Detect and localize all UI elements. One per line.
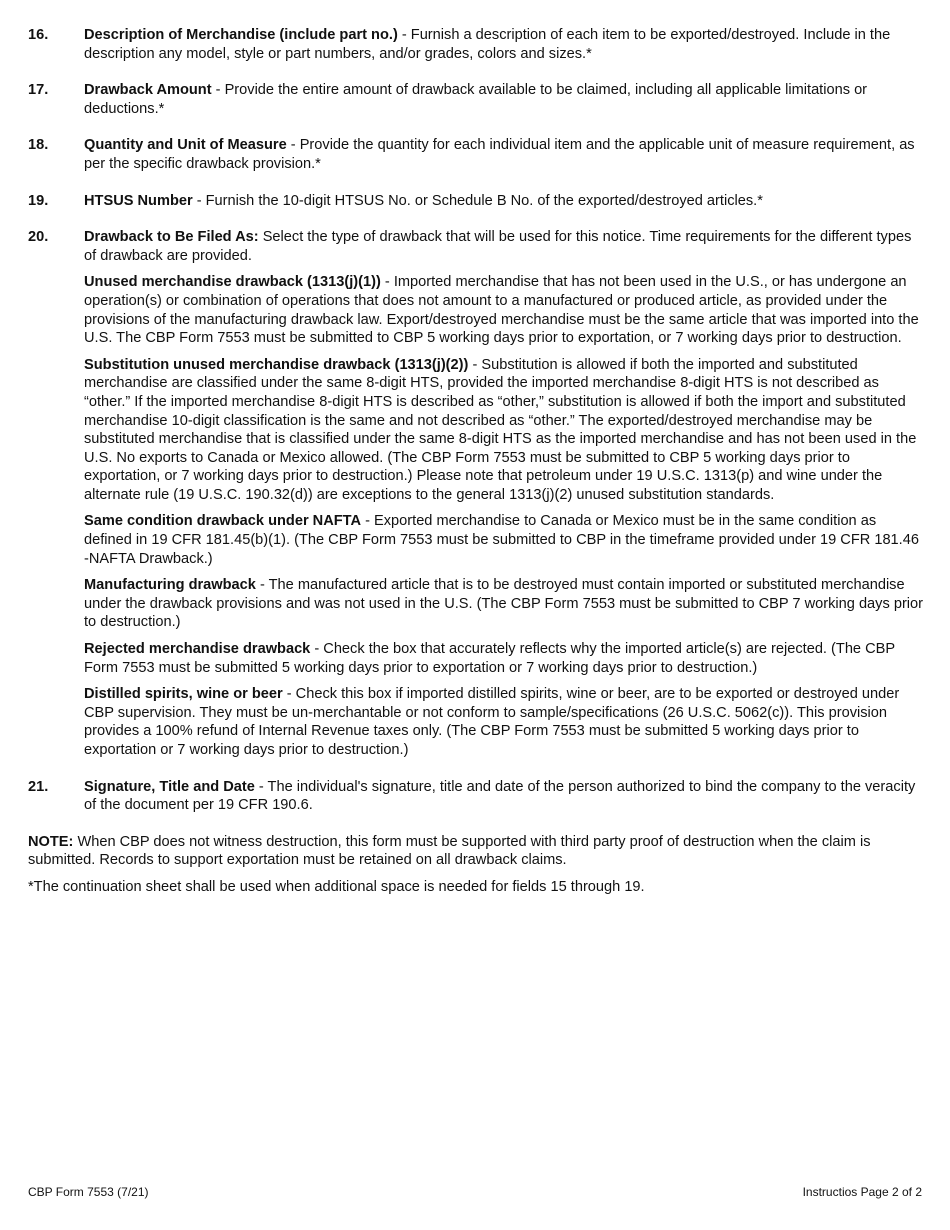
item-21 (28, 778, 924, 815)
drawback-type-text: - Check the box that accurately reflects why the imported article(s) are rejected. (The CBP Form 7553 must be submitted 5 working days prior to exportation or 7 working days prior to destruction.) (84, 641, 895, 676)
drawback-type-text: - Exported merchandise to Canada or Mexico must be in the same condition as defined in 19 CFR 181.45(b)(1). (The CBP Form 7553 must be submitted to CBP in the timeframe provided under 19 CFR 181.46 -NAFTA Drawback.) (84, 513, 919, 567)
item-number: 19. (28, 192, 49, 209)
note-text: When CBP does not witness destruction, this form must be supported with third party proof of destruction when the claim is submitted. Records to support exportation must be retained on all drawback claims. (28, 833, 871, 869)
item-text: Select the type of drawback that will be used for this notice. Time requirements for the different types of drawback are provided. (84, 229, 912, 264)
item-16 (28, 26, 924, 63)
item-title: Signature, Title and Date (84, 778, 255, 795)
drawback-type-title: Distilled spirits, wine or beer (84, 686, 283, 703)
item-content (84, 192, 924, 211)
item-content (84, 228, 924, 759)
drawback-type-text: - Substitution is allowed if both the imported and substituted merchandise are classified under the same 8-digit HTS, provided the imported merchandise 8-digit HTS is not described as “other.” If the imported merchandise 8-digit HTS is described as “other,” substitution is allowed if both the import and substituted merchandise 10-digit classification is the same and not described as “other.” The exported/destroyed merchandise may be substituted merchandise that is classified under the same 8-digit HTS as the imported merchandise and has not been used in the U.S. No exports to Canada or Mexico allowed. (The CBP Form 7553 must be submitted to CBP 5 working days prior to exportation, or 7 working days prior to destruction.) Please note that petroleum under 19 U.S.C. 1313(p) and wine under the alternate rule (19 U.S.C. 190.32(d)) are exceptions to the general 1313(j)(2) unused substitution standards. (84, 356, 917, 503)
note-label: NOTE: (28, 833, 74, 850)
drawback-type-rejected (84, 640, 924, 677)
note-paragraph (28, 833, 924, 870)
drawback-type-nafta (84, 512, 924, 568)
item-17 (28, 81, 924, 118)
drawback-type-title: Manufacturing drawback (84, 577, 256, 594)
item-20-intro (84, 228, 924, 265)
item-number: 21. (28, 778, 49, 795)
footer-page-number: Instructios Page 2 of 2 (802, 1185, 922, 1199)
item-number: 16. (28, 27, 49, 43)
item-number: 20. (28, 229, 49, 246)
footer-form-id: CBP Form 7553 (7/21) (28, 1185, 149, 1199)
drawback-type-title: Same condition drawback under NAFTA (84, 513, 362, 530)
item-text: - Provide the quantity for each individual item and the applicable unit of measure requirement, as per the specific drawback provision.* (84, 137, 915, 172)
item-content (84, 136, 924, 173)
item-text: - Furnish a description of each item to be exported/destroyed. Include in the description any model, style or part numbers, and/or grades, colors and sizes.* (84, 27, 891, 62)
drawback-type-text: - Imported merchandise that has not been used in the U.S., or has undergone an operation(s) or combination of operations that does not amount to a manufactured or produced article, as provided under the provisions of the manufacturing drawback law. Export/destroyed merchandise must be the same article that was imported into the U.S. The CBP Form 7553 must be submitted to CBP 5 working days prior to exportation, or 7 working days prior to destruction. (84, 274, 919, 347)
item-19 (28, 192, 924, 211)
drawback-type-manufacturing (84, 576, 924, 632)
item-18 (28, 136, 924, 173)
item-20 (28, 228, 924, 759)
drawback-type-title: Substitution unused merchandise drawback (1313(j)(2)) (84, 356, 469, 373)
drawback-type-substitution-unused (84, 356, 924, 505)
item-title: Description of Merchandise (include part no.) (84, 27, 398, 43)
item-text: - Provide the entire amount of drawback available to be claimed, including all applicable limitations or deductions.* (84, 82, 868, 117)
drawback-type-spirits (84, 685, 924, 759)
drawback-type-unused (84, 273, 924, 347)
instructions-page (28, 26, 924, 905)
item-title: Drawback to Be Filed As: (84, 229, 259, 246)
item-number: 17. (28, 82, 49, 99)
item-content (84, 26, 924, 63)
drawback-type-title: Unused merchandise drawback (1313(j)(1)) (84, 274, 381, 291)
item-text: - The individual's signature, title and date of the person authorized to bind the company to the veracity of the document per 19 CFR 190.6. (84, 778, 916, 814)
item-title: HTSUS Number (84, 192, 193, 209)
item-title: Quantity and Unit of Measure (84, 137, 287, 154)
continuation-note: *The continuation sheet shall be used when additional space is needed for fields 15 through 19. (28, 878, 645, 895)
item-content (84, 81, 924, 118)
drawback-type-text: - The manufactured article that is to be destroyed must contain imported or substituted merchandise under the drawback provisions and was not used in the U.S. (The CBP Form 7553 must be submitted to CBP 7 working days prior to destruction.) (84, 577, 924, 631)
item-number: 18. (28, 137, 49, 154)
item-title: Drawback Amount (84, 82, 212, 99)
drawback-type-title: Rejected merchandise drawback (84, 641, 311, 658)
item-content (84, 778, 924, 815)
item-text: - Furnish the 10-digit HTSUS No. or Schedule B No. of the exported/destroyed articles.* (192, 192, 763, 209)
drawback-type-text: - Check this box if imported distilled spirits, wine or beer, are to be exported or destroyed under CBP supervision. They must be un-merchantable or not conform to sample/specifications (26 U.S.C. 5062(c)). This provision provides a 100% refund of Internal Revenue taxes only. (The CBP Form 7553 must be submitted 5 working days prior to exportation or 7 working days prior to destruction.) (84, 686, 900, 758)
